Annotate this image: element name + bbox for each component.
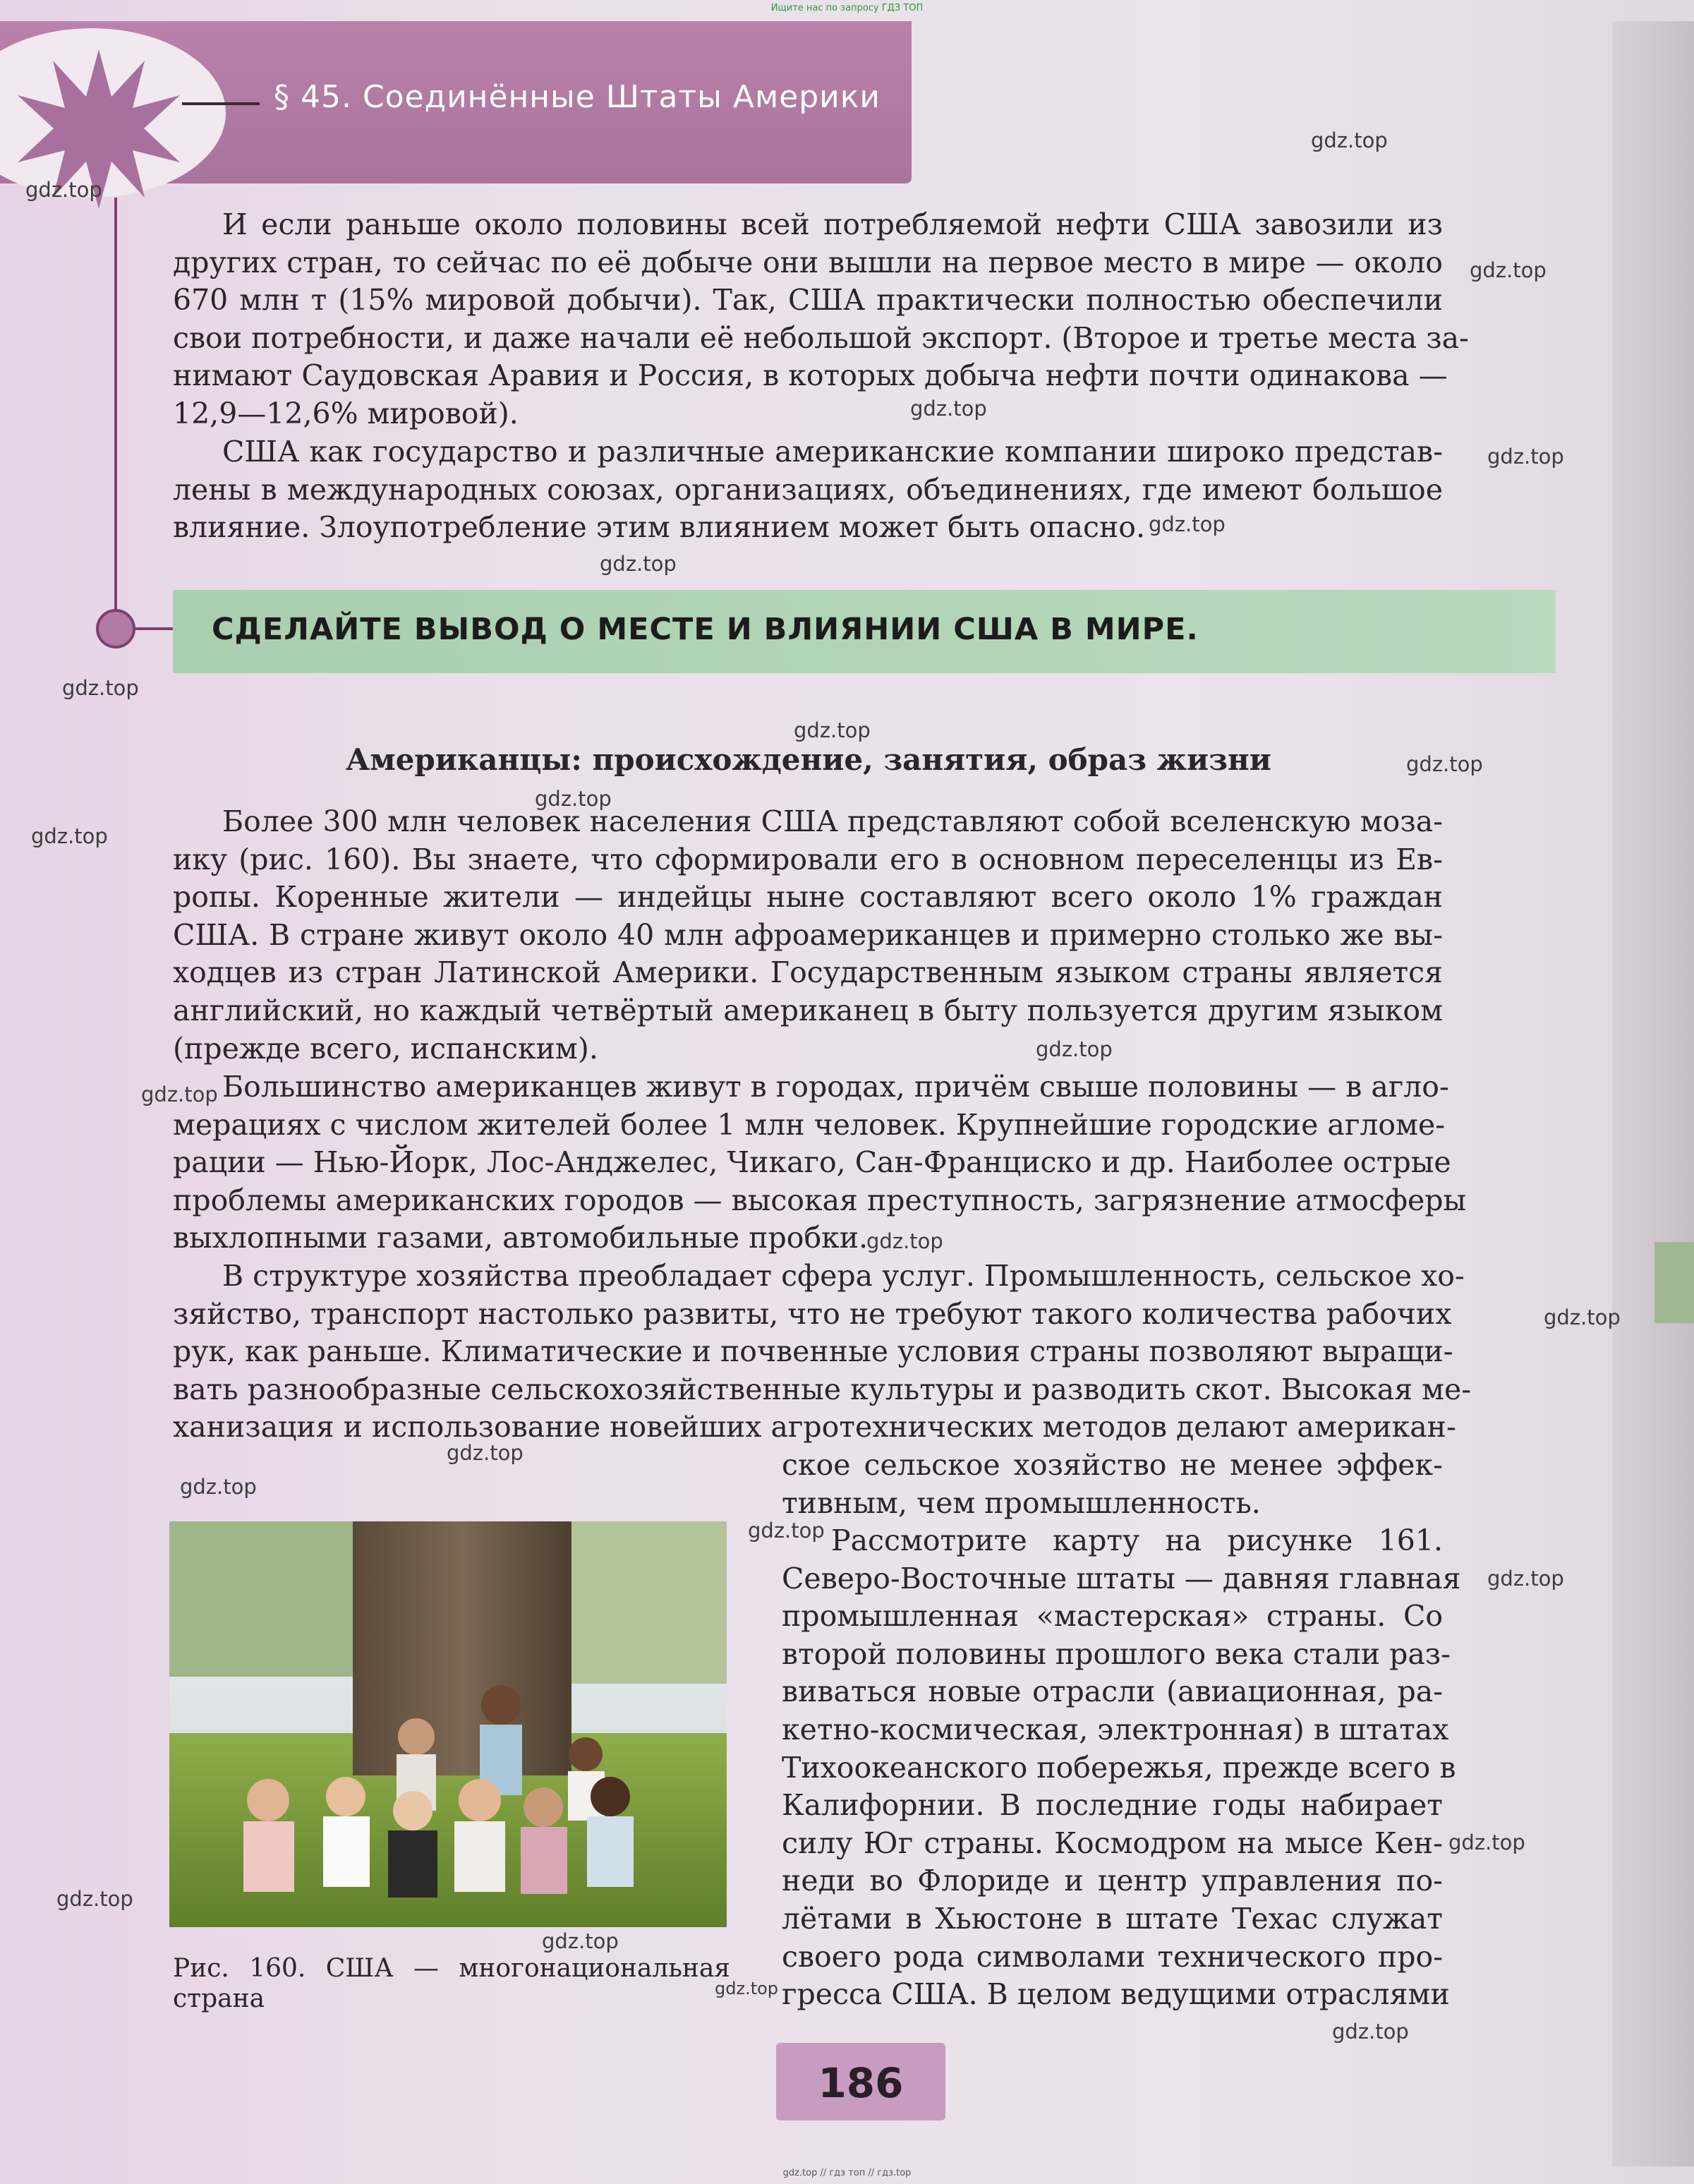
text-line: ходцев из стран Латинской Америки. Государственным языком страны является: [173, 955, 1443, 990]
text-line: английский, но каждый четвёртый американец в быту пользуется другим языком: [173, 993, 1443, 1027]
text-line: И если раньше около половины всей потребляемой нефти США завозили из: [222, 207, 1443, 241]
watermark: gdz.top: [866, 1229, 943, 1253]
watermark: gdz.top: [1544, 1305, 1621, 1329]
text-line: ское сельское хозяйство не менее эффек-: [782, 1448, 1443, 1482]
text-line: свои потребности, и даже начали её небольшой экспорт. (Второе и третье места за-: [173, 320, 1469, 355]
text-line: (прежде всего, испанским).: [173, 1031, 598, 1066]
conclusion-callout-text: СДЕЛАЙТЕ ВЫВОД О МЕСТЕ И ВЛИЯНИИ США В МИРЕ.: [212, 612, 1199, 647]
bottom-note: gdz.top // гдз топ // гдз.top: [782, 2168, 912, 2178]
text-line: Тихоокеанского побережья, прежде всего в: [782, 1750, 1456, 1785]
figure-160-caption: [173, 1953, 730, 2014]
watermark: gdz.top: [180, 1475, 257, 1499]
paragraph-economy-continued: [782, 1447, 1443, 1522]
text-line: мерациях с числом жителей более 1 млн человек. Крупнейшие городские агломе-: [173, 1107, 1446, 1142]
watermark: gdz.top: [1470, 258, 1547, 282]
watermark: gdz.top: [62, 676, 139, 700]
watermark: gdz.top: [910, 397, 987, 421]
text-line: Большинство американцев живут в городах, причём свыше половины — в агло-: [222, 1070, 1449, 1104]
text-line: влияние. Злоупотребление этим влиянием может быть опасно.: [173, 510, 1145, 545]
text-line: гресса США. В целом ведущими отраслями: [782, 1977, 1450, 2012]
text-line: ропы. Коренные жители — индейцы ныне составляют всего около 1% граждан: [173, 880, 1443, 915]
watermark: gdz.top: [1332, 2020, 1409, 2044]
watermark: gdz.top: [141, 1082, 218, 1106]
text-line: 670 млн т (15% мировой добычи). Так, США практически полностью обеспечили: [173, 283, 1443, 318]
margin-circle-marker: [96, 609, 135, 648]
watermark: gdz.top: [25, 178, 102, 202]
paragraph-oil-production: [173, 206, 1469, 433]
text-line: Рассмотрите карту на рисунке 161.: [831, 1524, 1443, 1557]
node-connector-line: [134, 627, 176, 630]
page-edge-shadow: [1612, 21, 1694, 2166]
vertical-margin-line: [114, 198, 117, 632]
paragraph-economy: [173, 1257, 1472, 1447]
caption-line: страна: [173, 1984, 265, 2013]
watermark: gdz.top: [1406, 752, 1483, 776]
watermark: gdz.top: [535, 787, 612, 811]
text-line: проблемы американских городов — высокая преступность, загрязнение атмосферы: [173, 1183, 1467, 1217]
watermark: gdz.top: [447, 1441, 524, 1465]
page-number: 186: [818, 2059, 904, 2107]
text-line: Более 300 млн человек населения США представляют собой вселенскую моза-: [222, 804, 1443, 838]
text-line: Калифорнии. В последние годы набирает: [782, 1788, 1443, 1823]
text-line: США как государство и различные американские компании широко представ-: [222, 435, 1443, 469]
text-line: нимают Саудовская Аравия и Россия, в которых добыча нефти почти одинакова —: [173, 358, 1448, 393]
watermark: gdz.top: [715, 1979, 779, 1998]
paragraph-cities: [173, 1068, 1467, 1257]
text-line: ику (рис. 160). Вы знаете, что сформировали его в основном переселенцы из Ев-: [173, 842, 1443, 876]
text-line: тивным, чем промышленность.: [782, 1485, 1261, 1520]
text-line: Северо-Восточные штаты — давняя главная: [782, 1561, 1461, 1595]
watermark: gdz.top: [31, 824, 108, 848]
section-subtitle: Американцы: происхождение, занятия, образ жизни: [346, 742, 1271, 777]
watermark: gdz.top: [542, 1929, 619, 1953]
text-line: других стран, то сейчас по её добыче они вышли на первое место в мире — около: [173, 245, 1443, 279]
watermark: gdz.top: [1036, 1037, 1113, 1061]
paragraph-regions: [782, 1522, 1461, 2014]
text-line: виваться новые отрасли (авиационная, ра-: [782, 1675, 1443, 1709]
text-line: выхлопными газами, автомобильные пробки.: [173, 1221, 869, 1255]
watermark: gdz.top: [1487, 1567, 1564, 1591]
text-line: В структуре хозяйства преобладает сфера услуг. Промышленность, сельское хо-: [222, 1259, 1465, 1293]
text-line: рук, как раньше. Климатические и почвенные условия страны позволяют выращи-: [173, 1334, 1453, 1369]
children-under-tree-illustration: [169, 1521, 727, 1927]
text-line: 12,9—12,6% мировой).: [173, 396, 519, 430]
text-line: кетно-космическая, электронная) в штатах: [782, 1712, 1449, 1746]
caption-line: Рис. 160. США — многонациональная: [173, 1954, 730, 1983]
text-line: США. В стране живут около 40 млн афроамериканцев и примерно столько же вы-: [173, 917, 1443, 952]
text-line: вать разнообразные сельскохозяйственные культуры и разводить скот. Высокая ме-: [173, 1372, 1472, 1406]
watermark: gdz.top: [56, 1887, 133, 1911]
watermark: gdz.top: [1149, 512, 1226, 536]
header-connector-line: [182, 102, 260, 105]
text-line: ханизация и использование новейших агротехнических методов делают американ-: [173, 1410, 1456, 1444]
text-line: силу Юг страны. Космодром на мысе Кен-: [782, 1826, 1443, 1860]
text-line: рации — Нью-Йорк, Лос-Анджелес, Чикаго, Сан-Франциско и др. Наиболее острые: [173, 1145, 1451, 1180]
text-line: лётами в Хьюстоне в штате Техас служат: [782, 1901, 1443, 1936]
top-note: Ищите нас по запросу ГДЗ ТОП: [770, 3, 924, 13]
watermark: gdz.top: [1311, 128, 1388, 152]
figure-160-photo: [169, 1521, 727, 1927]
text-line: промышленная «мастерская» страны. Со: [782, 1599, 1443, 1634]
watermark: gdz.top: [748, 1519, 825, 1543]
watermark: gdz.top: [600, 552, 677, 576]
watermark: gdz.top: [794, 718, 871, 742]
paragraph-population: [173, 803, 1443, 1068]
section-header-title: § 45. Соединённые Штаты Америки: [274, 79, 881, 115]
side-tab: [1654, 1242, 1694, 1323]
watermark: gdz.top: [1487, 445, 1564, 469]
watermark: gdz.top: [1448, 1830, 1525, 1854]
text-line: неди во Флориде и центр управления по-: [782, 1864, 1443, 1898]
paragraph-influence: [173, 433, 1443, 547]
text-line: второй половины прошлого века стали раз-: [782, 1636, 1451, 1671]
text-line: своего рода символами технического про-: [782, 1939, 1443, 1974]
text-line: зяйство, транспорт настолько развиты, что не требуют такого количества рабочих: [173, 1296, 1452, 1331]
text-line: лены в международных союзах, организациях, объединениях, где имеют большое: [173, 472, 1443, 507]
